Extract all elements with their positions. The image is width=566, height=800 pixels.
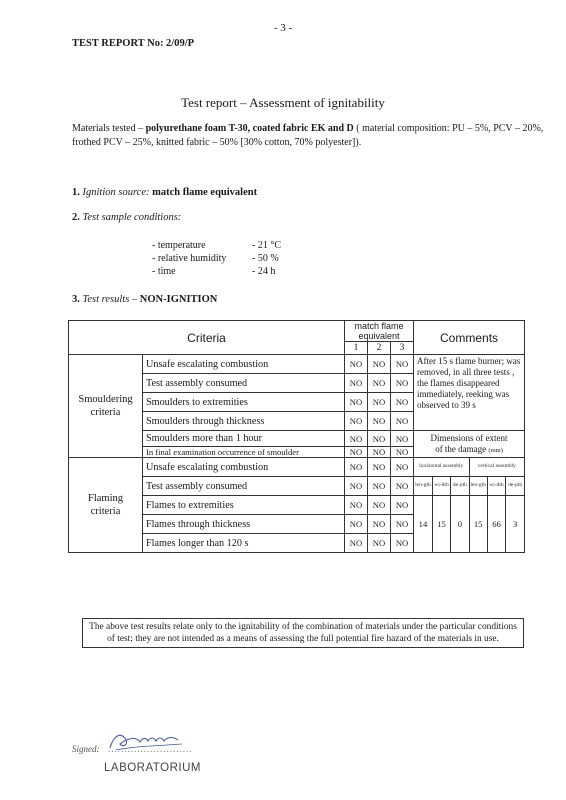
page-number: - 3 - [273, 22, 293, 34]
damage-dimensions [414, 458, 525, 553]
section-dash: – [129, 294, 140, 305]
condition-label: - relative humidity [152, 253, 227, 264]
vertical-assembly-label: vertical assembly [477, 463, 516, 470]
report-number: TEST REPORT No: 2/09/P [72, 38, 195, 49]
materials-tested [72, 122, 550, 149]
result-cell: NO [391, 374, 414, 393]
result-cell: NO [391, 496, 414, 515]
result-cell: NO [368, 447, 391, 458]
group-label-line1: Flaming [87, 493, 123, 504]
match-header-line1: match flame [354, 321, 404, 331]
group-label-line2: criteria [90, 407, 121, 418]
damage-unit: (mm) [488, 446, 503, 454]
comment-text: After 15 s flame burner; was removed, in all three tests , the flames disappeared immediately, reeking was observed to 39 s [414, 355, 525, 431]
laboratory-stamp: LABORATORIUM [104, 762, 201, 774]
horizontal-assembly-label: horizontal assembly [414, 458, 469, 476]
signature-icon [106, 728, 186, 754]
condition-value: - 24 h [252, 266, 276, 277]
test-number-3: 3 [391, 342, 414, 355]
result-cell: NO [345, 458, 368, 477]
dim-header: de-pth [451, 476, 469, 495]
result-cell: NO [391, 447, 414, 458]
dim-value: 66 [487, 495, 505, 552]
section-number: 1. [72, 187, 80, 198]
flaming-criteria-label [69, 458, 143, 553]
result-cell: NO [345, 515, 368, 534]
result-cell: NO [368, 477, 391, 496]
smouldering-criteria-label [69, 355, 143, 458]
test-number-2: 2 [368, 342, 391, 355]
dim-header: len-gth [469, 476, 487, 495]
criterion: Unsafe escalating combustion [143, 355, 345, 374]
section-label: Ignition source: [82, 187, 150, 198]
section-test-results [72, 294, 217, 305]
table-row [69, 458, 525, 477]
dim-value: 15 [469, 495, 487, 552]
group-label-line1: Smouldering [78, 394, 133, 405]
condition-value: - 21 °C [252, 240, 281, 251]
result-cell: NO [391, 355, 414, 374]
result-cell: NO [368, 496, 391, 515]
result-cell: NO [345, 477, 368, 496]
section-ignition-source [72, 187, 257, 198]
signed-label: Signed: [72, 744, 100, 754]
result-cell: NO [368, 458, 391, 477]
criterion: Flames through thickness [143, 515, 345, 534]
section-number: 2. [72, 212, 80, 223]
result-cell: NO [368, 412, 391, 431]
result-cell: NO [391, 515, 414, 534]
dim-header: wi-dth [432, 476, 450, 495]
materials-composition: ( material composition: PU – 5%, PCV – 20%, frothed PCV – 25%, knitted fabric – 50% [30% cotton, 70% polyester]). [72, 123, 544, 148]
condition-time [152, 266, 275, 277]
result-cell: NO [345, 447, 368, 458]
result-cell: NO [345, 431, 368, 447]
criterion: Test assembly consumed [143, 477, 345, 496]
result-cell: NO [391, 534, 414, 553]
result-cell: NO [368, 355, 391, 374]
result-cell: NO [345, 534, 368, 553]
results-table [68, 320, 525, 553]
result-cell: NO [368, 515, 391, 534]
disclaimer-note: The above test results relate only to the ignitability of the combination of materials under the particular conditions of test; they are not intended as a means of assessing the full potential fire hazard of the materials in use. [82, 618, 524, 648]
condition-humidity [152, 253, 279, 264]
dim-header: wi-dth [487, 476, 505, 495]
result-cell: NO [391, 431, 414, 447]
criterion: Test assembly consumed [143, 374, 345, 393]
dim-value: 3 [506, 495, 524, 552]
materials-prefix: Materials tested – [72, 123, 146, 134]
result-cell: NO [345, 496, 368, 515]
result-cell: NO [368, 431, 391, 447]
condition-label: - time [152, 266, 176, 277]
result-cell: NO [391, 393, 414, 412]
criterion: Unsafe escalating combustion [143, 458, 345, 477]
result-cell: NO [345, 355, 368, 374]
test-number-1: 1 [345, 342, 368, 355]
materials-names: polyurethane foam T-30, coated fabric EK and D [145, 123, 354, 134]
match-header-line2: equivalent [358, 331, 400, 341]
section-number: 3. [72, 294, 80, 305]
result-cell: NO [368, 393, 391, 412]
report-title: Test report – Assessment of ignitability [181, 95, 385, 110]
result-cell: NO [345, 374, 368, 393]
criterion: Flames to extremities [143, 496, 345, 515]
result-cell: NO [391, 458, 414, 477]
dim-value: 15 [432, 495, 450, 552]
dim-header: de-pth [506, 476, 524, 495]
section-sample-conditions [72, 212, 181, 223]
group-label-line2: criteria [90, 506, 121, 517]
result-cell: NO [368, 534, 391, 553]
result-cell: NO [368, 374, 391, 393]
section-value: match flame equivalent [152, 187, 258, 198]
criterion: In final examination occurrence of smoulder [143, 447, 345, 458]
section-label: Test results [82, 294, 130, 305]
comments-header: Comments [414, 321, 525, 355]
criteria-header: Criteria [69, 321, 345, 355]
match-flame-header [345, 321, 414, 342]
damage-dimensions-table [414, 458, 524, 552]
result-cell: NO [391, 477, 414, 496]
criterion: Flames longer than 120 s [143, 534, 345, 553]
section-value: NON-IGNITION [139, 294, 218, 305]
condition-label: - temperature [152, 240, 206, 251]
result-cell: NO [391, 412, 414, 431]
result-cell: NO [345, 412, 368, 431]
damage-header [414, 431, 525, 458]
criterion: Smoulders through thickness [143, 412, 345, 431]
dim-header: len-gth [414, 476, 432, 495]
signature-line: .......................... [108, 744, 193, 754]
dim-value: 0 [451, 495, 469, 552]
damage-header-line2: of the damage [435, 443, 487, 454]
condition-temperature [152, 240, 281, 251]
criterion: Smoulders to extremities [143, 393, 345, 412]
damage-header-line1: Dimensions of extent [430, 432, 508, 443]
result-cell: NO [345, 393, 368, 412]
criterion: Smoulders more than 1 hour [143, 431, 345, 447]
dim-value: 14 [414, 495, 432, 552]
section-label: Test sample conditions: [82, 212, 182, 223]
condition-value: - 50 % [252, 253, 279, 264]
table-row [69, 355, 525, 374]
